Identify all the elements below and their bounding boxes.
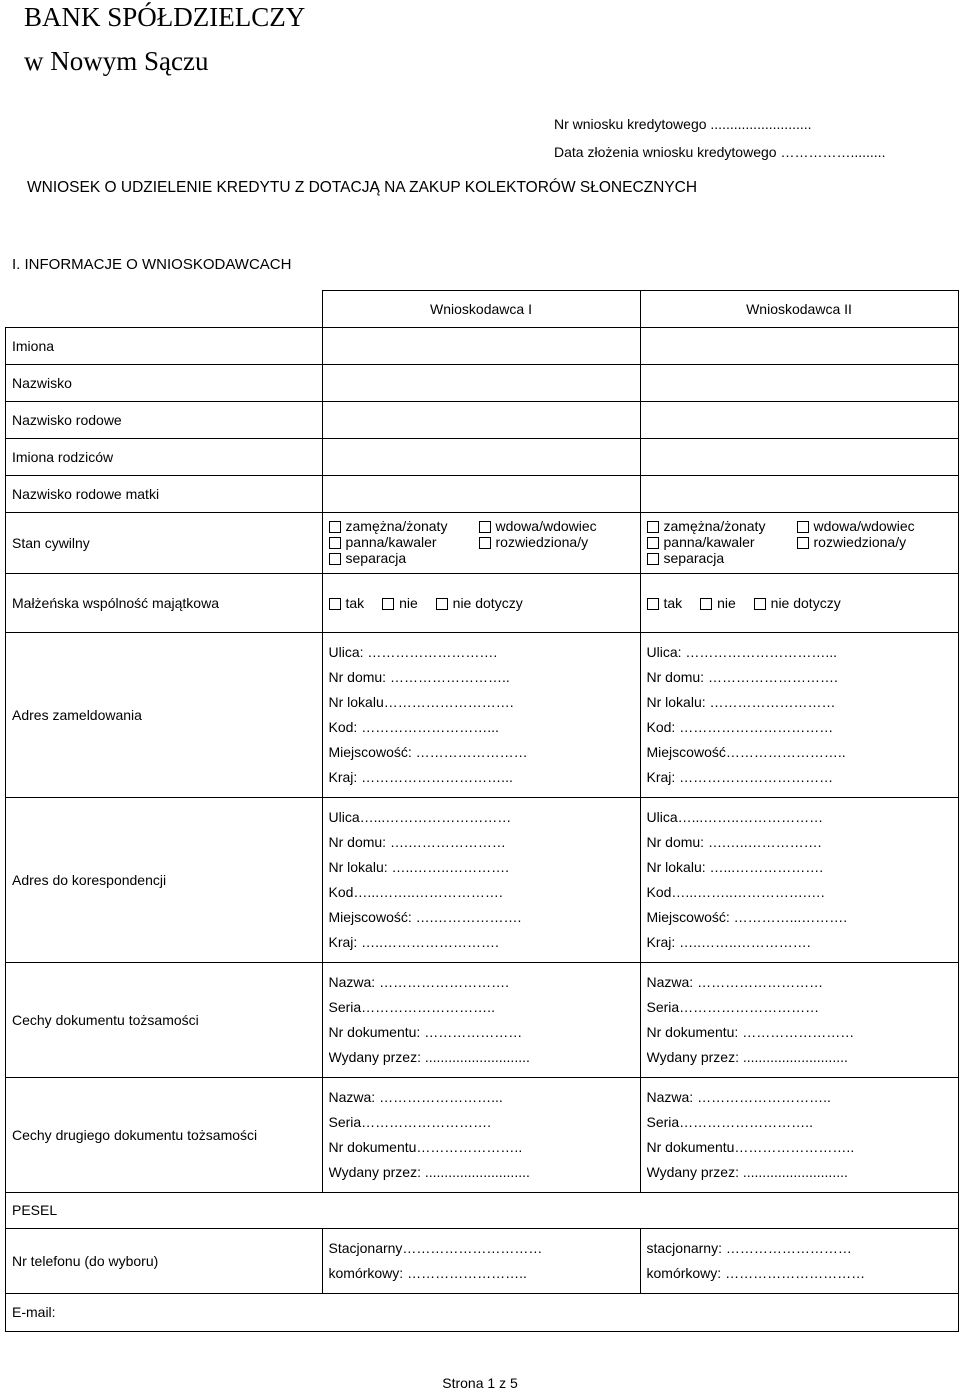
option-widow-1[interactable]: wdowa/wdowiec (479, 518, 629, 534)
checkbox-icon[interactable] (479, 521, 491, 533)
line-nr-lokalu: Nr lokalu………………………. (328, 694, 514, 710)
line-nr-dokumentu: Nr dokumentu: …………………… (646, 1024, 855, 1040)
line-seria: Seria………………………. (328, 1114, 492, 1130)
line-miejscowosc: Miejscowość…………………….. (646, 744, 846, 760)
line-ulica: Ulica…...……..……………… (646, 809, 824, 825)
checkbox-icon[interactable] (329, 598, 341, 610)
line-nr-dokumentu: Nr dokumentu…………………….. (646, 1139, 855, 1155)
line-wydany-przez: Wydany przez: ........................... (328, 1164, 530, 1180)
checkbox-icon[interactable] (479, 537, 491, 549)
option-nie-1[interactable]: nie (382, 595, 418, 611)
line-miejscowosc: Miejscowość: ….………………. (328, 909, 522, 925)
option-married-2[interactable]: zamężna/żonaty (647, 518, 797, 534)
option-widow-2[interactable]: wdowa/wdowiec (797, 518, 947, 534)
line-seria: Seria……………………….. (328, 999, 495, 1015)
field-imiona-rodzicow-2[interactable] (640, 439, 958, 476)
line-wydany-przez: Wydany przez: ........................... (328, 1049, 530, 1065)
checkbox-icon[interactable] (647, 553, 659, 565)
option-divorced-1[interactable]: rozwiedziona/y (479, 534, 629, 550)
page-footer: Strona 1 z 5 (442, 1375, 518, 1391)
line-komorkowy: komórkowy: ………………………… (646, 1265, 866, 1281)
field-nazwisko-rodowe-2[interactable] (640, 402, 958, 439)
option-separation-2[interactable]: separacja (647, 550, 797, 566)
label-imiona: Imiona (6, 328, 323, 365)
section-heading: I. INFORMACJE O WNIOSKODAWCACH (12, 256, 292, 273)
line-kod: Kod…...……..…………….…. (646, 884, 825, 900)
checkbox-icon[interactable] (647, 598, 659, 610)
checkbox-icon[interactable] (329, 537, 341, 549)
line-stacjonarny: Stacjonarny………………………… (328, 1240, 543, 1256)
checkbox-icon[interactable] (647, 537, 659, 549)
line-nr-dokumentu: Nr dokumentu: ………………… (328, 1024, 523, 1040)
stan-cywilny-1 (322, 513, 640, 574)
line-komorkowy: komórkowy: …………………….. (328, 1265, 527, 1281)
checkbox-icon[interactable] (436, 598, 448, 610)
application-date: Data złożenia wniosku kredytowego ……………......... (554, 144, 886, 160)
option-nie-2[interactable]: nie (700, 595, 736, 611)
label-nazwisko-rodowe: Nazwisko rodowe (6, 402, 323, 439)
line-ulica: Ulica: …………………………... (646, 644, 838, 660)
label-wspolnosc: Małżeńska wspólność majątkowa (6, 574, 323, 633)
line-nr-domu: Nr domu: …………………….. (328, 669, 510, 685)
korespondencja-2[interactable] (640, 798, 958, 963)
line-nr-dokumentu: Nr dokumentu………………….. (328, 1139, 523, 1155)
label-nazwisko-matki: Nazwisko rodowe matki (6, 476, 323, 513)
field-nazwisko-matki-2[interactable] (640, 476, 958, 513)
option-separation-1[interactable]: separacja (329, 550, 479, 566)
zameldowanie-2[interactable] (640, 633, 958, 798)
label-adres-zameldowania: Adres zameldowania (6, 633, 323, 798)
option-divorced-2[interactable]: rozwiedziona/y (797, 534, 947, 550)
line-kraj: Kraj: …..……………………. (328, 934, 499, 950)
bank-city: w Nowym Sączu (24, 46, 209, 76)
label-dokument1: Cechy dokumentu tożsamości (6, 963, 323, 1078)
stan-cywilny-2 (640, 513, 958, 574)
line-ulica: Ulica…...……………………… (328, 809, 512, 825)
field-imiona-rodzicow-1[interactable] (322, 439, 640, 476)
field-nazwisko-matki-1[interactable] (322, 476, 640, 513)
line-wydany-przez: Wydany przez: ........................... (646, 1049, 848, 1065)
label-pesel[interactable]: PESEL (6, 1193, 959, 1229)
line-kod: Kod…...……..………………. (328, 884, 503, 900)
dokument2-1[interactable] (322, 1078, 640, 1193)
checkbox-icon[interactable] (329, 521, 341, 533)
line-nr-lokalu: Nr lokalu: …...………………. (646, 859, 824, 875)
label-telefon: Nr telefonu (do wyboru) (6, 1229, 323, 1294)
application-number: Nr wniosku kredytowego .......................... (554, 116, 812, 132)
dokument1-2[interactable] (640, 963, 958, 1078)
header-applicant-2: Wnioskodawca II (640, 291, 958, 328)
line-miejscowosc: Miejscowość: …………...………. (646, 909, 848, 925)
label-imiona-rodzicow: Imiona rodziców (6, 439, 323, 476)
line-nazwa: Nazwa: ………………………. (328, 974, 509, 990)
header-applicant-1: Wnioskodawca I (322, 291, 640, 328)
line-stacjonarny: stacjonarny: ……………………… (646, 1240, 852, 1256)
line-wydany-przez: Wydany przez: ........................... (646, 1164, 848, 1180)
field-nazwisko-rodowe-1[interactable] (322, 402, 640, 439)
dokument1-1[interactable] (322, 963, 640, 1078)
header-blank (6, 291, 323, 328)
wspolnosc-1 (322, 574, 640, 633)
line-kod: Kod: ………………………... (328, 719, 499, 735)
line-nr-domu: Nr domu: ….…..……………. (646, 834, 822, 850)
checkbox-icon[interactable] (754, 598, 766, 610)
checkbox-icon[interactable] (329, 553, 341, 565)
option-nie-dotyczy-1[interactable]: nie dotyczy (436, 595, 523, 611)
option-nie-dotyczy-2[interactable]: nie dotyczy (754, 595, 841, 611)
line-nr-lokalu: Nr lokalu: ……………………… (646, 694, 836, 710)
line-seria: Seria……………………….. (646, 1114, 813, 1130)
field-nazwisko-2[interactable] (640, 365, 958, 402)
checkbox-icon[interactable] (797, 537, 809, 549)
dokument2-2[interactable] (640, 1078, 958, 1193)
telefon-1[interactable] (322, 1229, 640, 1294)
checkbox-icon[interactable] (647, 521, 659, 533)
checkbox-icon[interactable] (382, 598, 394, 610)
line-nr-lokalu: Nr lokalu: …..……..…………. (328, 859, 509, 875)
field-nazwisko-1[interactable] (322, 365, 640, 402)
checkbox-icon[interactable] (700, 598, 712, 610)
line-nr-domu: Nr domu: ….………………… (328, 834, 506, 850)
label-email[interactable]: E-mail: (6, 1294, 959, 1332)
line-nazwa: Nazwa: ……………………... (328, 1089, 503, 1105)
applicants-table (5, 290, 959, 1332)
line-miejscowosc: Miejscowość: …………………… (328, 744, 528, 760)
label-nazwisko: Nazwisko (6, 365, 323, 402)
line-kod: Kod: …………………………… (646, 719, 834, 735)
line-seria: Seria………………………… (646, 999, 820, 1015)
label-adres-korespondencji: Adres do korespondencji (6, 798, 323, 963)
option-single-2[interactable]: panna/kawaler (647, 534, 797, 550)
field-imiona-1[interactable] (322, 328, 640, 365)
line-kraj: Kraj: …………………………... (328, 769, 513, 785)
page-title: WNIOSEK O UDZIELENIE KREDYTU Z DOTACJĄ NA ZAKUP KOLEKTORÓW SŁONECZNYCH (27, 179, 698, 196)
option-tak-2[interactable]: tak (647, 595, 683, 611)
line-nr-domu: Nr domu: ………………………. (646, 669, 838, 685)
line-nazwa: Nazwa: ……………………….. (646, 1089, 831, 1105)
wspolnosc-2 (640, 574, 958, 633)
option-single-1[interactable]: panna/kawaler (329, 534, 479, 550)
korespondencja-1[interactable] (322, 798, 640, 963)
label-stan-cywilny: Stan cywilny (6, 513, 323, 574)
checkbox-icon[interactable] (797, 521, 809, 533)
option-married-1[interactable]: zamężna/żonaty (329, 518, 479, 534)
field-imiona-2[interactable] (640, 328, 958, 365)
line-kraj: Kraj: …………………………… (646, 769, 834, 785)
line-kraj: Kraj: …..……..……………. (646, 934, 811, 950)
telefon-2[interactable] (640, 1229, 958, 1294)
zameldowanie-1[interactable] (322, 633, 640, 798)
line-nazwa: Nazwa: ……………………… (646, 974, 824, 990)
option-tak-1[interactable]: tak (329, 595, 365, 611)
line-ulica: Ulica: ………………………. (328, 644, 498, 660)
label-dokument2: Cechy drugiego dokumentu tożsamości (6, 1078, 323, 1193)
bank-name: BANK SPÓŁDZIELCZY (24, 2, 306, 32)
